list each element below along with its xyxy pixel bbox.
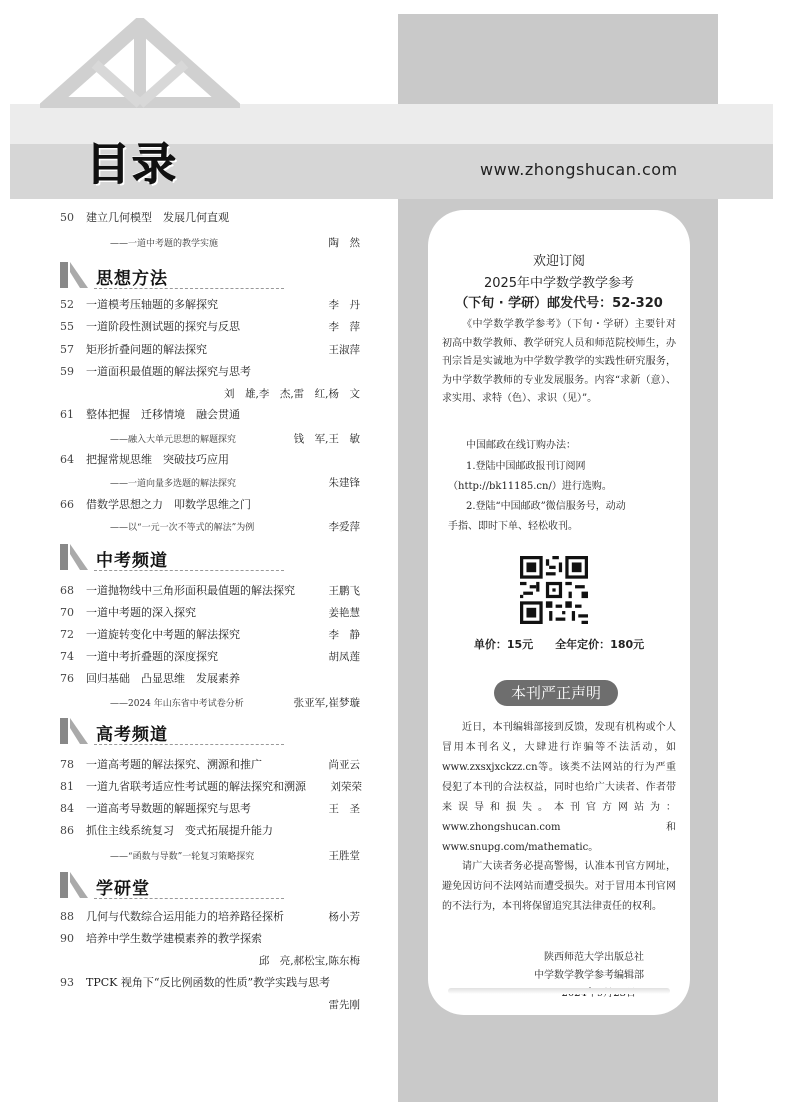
page-number: 55 — [60, 320, 74, 333]
page-number: 76 — [60, 672, 74, 685]
page-number: 88 — [60, 910, 74, 923]
section-header-thinking-methods — [58, 260, 358, 292]
article-author: 王淑萍 — [328, 344, 360, 356]
page-number: 64 — [60, 453, 74, 466]
article-title: 回归基础 凸显思维 发展素养 — [86, 672, 240, 685]
article-title: 整体把握 迁移情境 融会贯通 — [86, 408, 240, 421]
article-author: 李 丹 — [328, 299, 360, 311]
article-author: 张亚军,崔梦璇 — [293, 697, 360, 709]
article-subtitle: ——一道中考题的教学实施 — [110, 239, 219, 249]
article-author: 李 静 — [328, 629, 360, 641]
page-number: 81 — [60, 780, 74, 793]
article-authors: 刘 雄,李 杰,雷 红,杨 文 — [223, 388, 360, 400]
signature-publisher: 陕西师范大学出版总社 — [544, 952, 644, 963]
section-header-gaokao — [58, 716, 358, 748]
article-subtitle: ——融入大单元思想的解题探究 — [110, 435, 237, 445]
website-url[interactable]: www.zhongshucan.com — [480, 160, 678, 179]
article-author: 刘荣荣 — [330, 781, 362, 793]
qr-code[interactable] — [520, 556, 588, 624]
section-icon — [58, 542, 90, 572]
article-title: 建立几何模型 发展几何直观 — [86, 211, 229, 224]
section-divider — [94, 898, 284, 899]
article-title: TPCK 视角下“反比例函数的性质”教学实践与思考 — [86, 976, 331, 989]
section-label: 中考频道 — [96, 551, 168, 571]
article-author: 钱 军,王 敏 — [293, 433, 360, 445]
statement-body: 近日，本刊编辑部接到反馈，发现有机构或个人冒用本刊名义，大肆进行诈骗等不法活动，如www.zxsxjxckzz.cn等。该类不法网站的行为严重侵犯了本刊的合法权益，同时也给广大读者、作者带来误导和损失。本刊官方网站为：www.zhongshucan.com 和www.snupg.com/mathematic。 — [442, 722, 676, 853]
section-label: 学研堂 — [96, 879, 150, 899]
article-title: 一道旋转变化中考题的解法探究 — [86, 628, 240, 641]
article-subtitle: ——“函数与导数”一轮复习策略探究 — [110, 852, 255, 862]
article-author: 朱建锋 — [328, 477, 360, 489]
article-author: 胡凤莲 — [328, 651, 360, 663]
page-number: 68 — [60, 584, 74, 597]
page-number: 90 — [60, 932, 74, 945]
page-number: 57 — [60, 343, 74, 356]
article-title: 一道高考题的解法探究、溯源和推广 — [86, 758, 262, 771]
article-author: 李爱萍 — [328, 521, 360, 533]
page-number: 78 — [60, 758, 74, 771]
article-title: 培养中学生数学建模素养的教学探索 — [86, 932, 262, 945]
section-divider — [94, 288, 284, 289]
article-title: 一道中考题的深入探究 — [86, 606, 196, 619]
article-authors: 邱 亮,郝松宝,陈东梅 — [258, 955, 360, 967]
page-number: 66 — [60, 498, 74, 511]
page-number: 59 — [60, 365, 74, 378]
section-header-zhongkao — [58, 542, 358, 574]
article-author: 王鹏飞 — [328, 585, 360, 597]
page-number: 74 — [60, 650, 74, 663]
roof-truss-decoration — [40, 18, 240, 108]
page-number: 70 — [60, 606, 74, 619]
card-welcome: 欢迎订阅 — [532, 254, 585, 269]
statement-warning: 请广大读者务必提高警惕，认准本刊官方网址，避免因访问不法网站而遭受损失。对于冒用本刊官网的不法行为，本刊将保留追究其法律责任的权利。 — [442, 861, 676, 912]
page-number: 52 — [60, 298, 74, 311]
page-number: 50 — [60, 211, 74, 224]
card-journal-name: 2025年中学数学教学参考 — [483, 276, 635, 291]
article-title: 几何与代数综合运用能力的培养路径探析 — [86, 910, 284, 923]
article-title: 矩形折叠问题的解法探究 — [86, 343, 207, 356]
section-label: 思想方法 — [96, 269, 168, 289]
page-title: 目录 — [86, 139, 178, 190]
article-title: 抓住主线系统复习 变式拓展提升能力 — [86, 824, 273, 837]
article-author: 李 萍 — [328, 321, 360, 333]
page-number: 61 — [60, 408, 74, 421]
subscribe-step-1-url[interactable]: （http://bk11185.cn/）进行选购。 — [448, 481, 612, 492]
page-number: 72 — [60, 628, 74, 641]
article-title: 一道九省联考适应性考试题的解法探究和溯源 — [86, 780, 306, 793]
article-author: 陶 然 — [328, 237, 360, 249]
section-icon — [58, 260, 90, 290]
article-title: 一道模考压轴题的多解探究 — [86, 298, 218, 311]
article-title: 把握常规思维 突破技巧应用 — [86, 453, 229, 466]
section-label: 高考频道 — [96, 725, 168, 745]
section-divider — [94, 570, 284, 571]
page-number: 86 — [60, 824, 74, 837]
article-authors: 雷先刚 — [328, 999, 360, 1011]
card-postal-code: （下旬 · 学研）邮发代号：52-320 — [455, 296, 663, 311]
price-info: 单价：15元 全年定价：180元 — [473, 638, 645, 651]
article-title: 借数学思想之力 叩数学思维之门 — [86, 498, 251, 511]
article-subtitle: ——一道向量多选题的解法探究 — [110, 479, 237, 489]
signature-editorial: 中学数学教学参考编辑部 — [534, 970, 644, 981]
card-intro: 《中学数学教学参考》（下旬・学研）主要针对初高中数学教师、教学研究人员和师范院校师生，办刊宗旨是实诚地为中学数学教学的实践性研究服务，为中学数学教师的专业发展服务。内容“求新（意）、求实用、求特（色）、求识（见）”。 — [442, 319, 676, 404]
article-author: 姜艳慧 — [328, 607, 360, 619]
page-number: 84 — [60, 802, 74, 815]
article-author: 尚亚云 — [328, 759, 360, 771]
article-subtitle: ——以“一元一次不等式的解法”为例 — [110, 523, 255, 533]
article-subtitle: ——2024 年山东省中考试卷分析 — [110, 699, 244, 709]
section-icon — [58, 870, 90, 900]
article-author: 王胜堂 — [328, 850, 360, 862]
article-author: 王 圣 — [328, 803, 360, 815]
page-number: 93 — [60, 976, 74, 989]
article-author: 杨小芳 — [328, 911, 360, 923]
subscribe-title: 中国邮政在线订购办法： — [466, 440, 576, 451]
section-divider — [94, 744, 284, 745]
article-title: 一道面积最值题的解法探究与思考 — [86, 365, 251, 378]
card-footer-shade — [448, 988, 670, 994]
subscribe-step-2: 2.登陆“中国邮政”微信服务号，动动 — [466, 501, 626, 512]
section-header-xueyantang — [58, 870, 358, 902]
subscription-card — [428, 210, 690, 1015]
article-title: 一道高考导数题的解题探究与思考 — [86, 802, 251, 815]
article-title: 一道抛物线中三角形面积最值题的解法探究 — [86, 584, 295, 597]
statement-title: 本刊严正声明 — [494, 680, 618, 706]
article-title: 一道阶段性测试题的探究与反思 — [86, 320, 240, 333]
subscribe-step-2-cont: 手指、即时下单、轻松收刊。 — [448, 521, 578, 532]
section-icon — [58, 716, 90, 746]
subscribe-step-1: 1.登陆中国邮政报刊订阅网 — [466, 461, 586, 472]
article-title: 一道中考折叠题的深度探究 — [86, 650, 218, 663]
